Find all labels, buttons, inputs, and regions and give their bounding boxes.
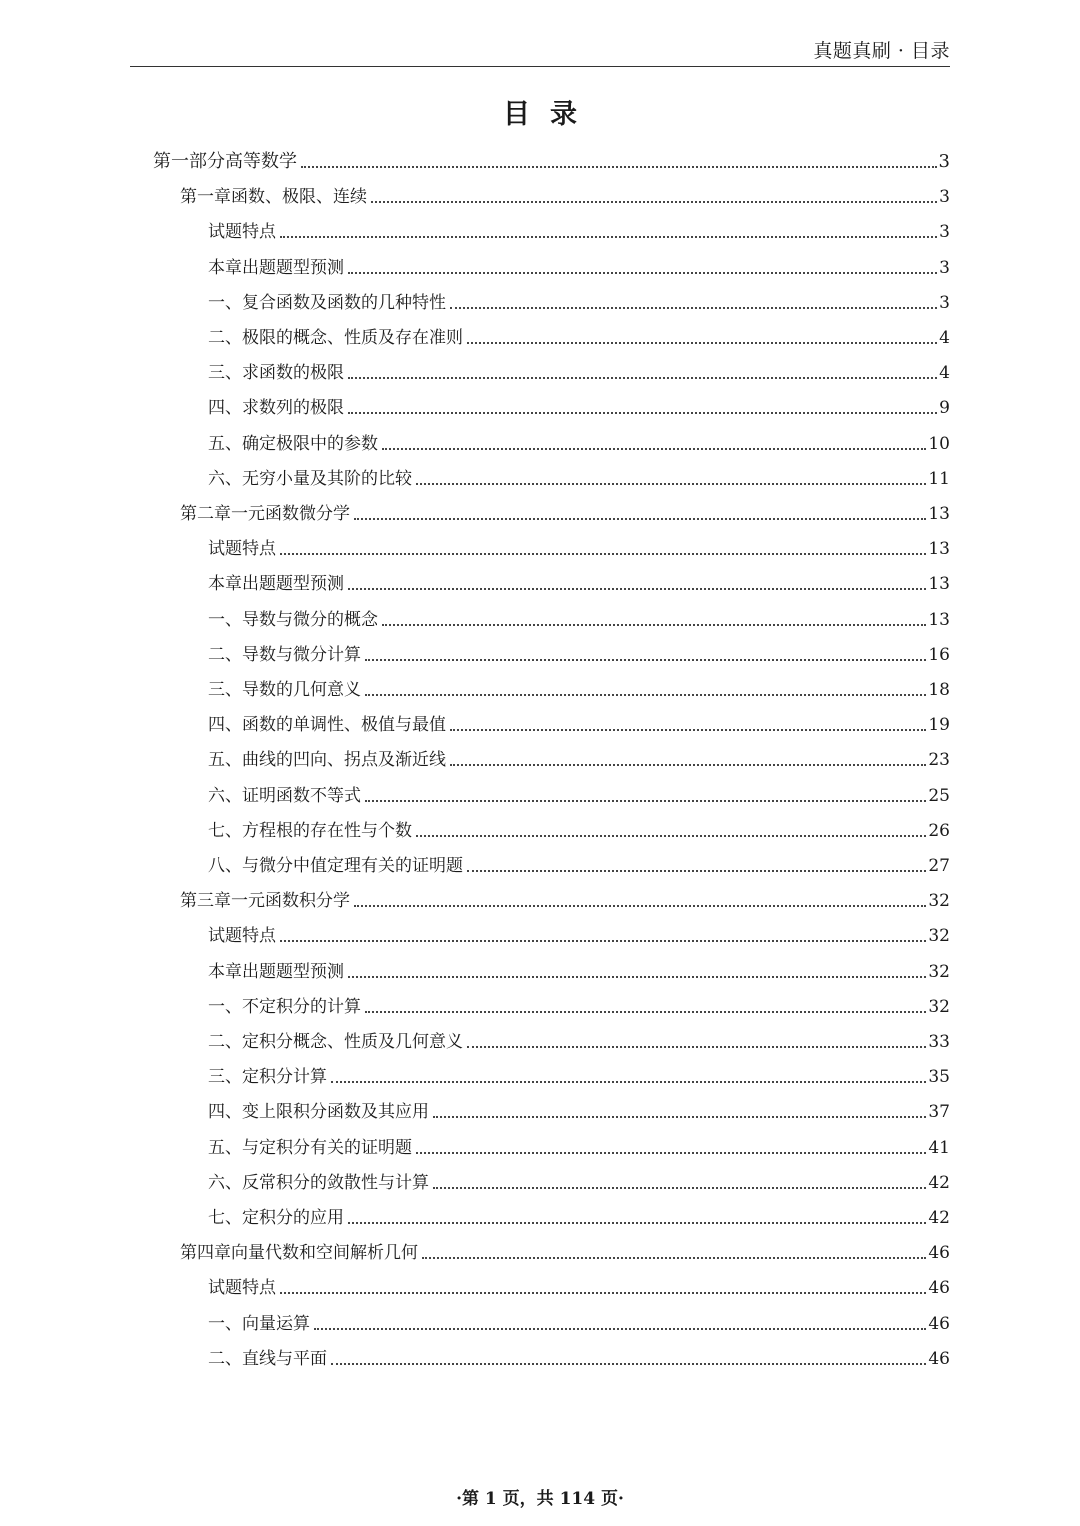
dot-leader xyxy=(280,1292,926,1294)
toc-entry-label: 一、不定积分的计算 xyxy=(208,996,361,1017)
toc-entry-page: 18 xyxy=(928,680,950,700)
toc-entry-page: 46 xyxy=(928,1278,950,1299)
toc-entry-page: 42 xyxy=(928,1172,950,1193)
toc-entry[interactable] xyxy=(208,1334,950,1369)
dot-leader xyxy=(348,272,937,274)
toc-entry-label: 第一章函数、极限、连续 xyxy=(180,187,367,208)
toc-entry-page: 46 xyxy=(928,1348,950,1369)
toc-entry-page: 32 xyxy=(928,961,950,982)
toc-entry-page: 42 xyxy=(928,1208,950,1228)
toc-entry-page: 33 xyxy=(928,1032,950,1052)
toc-entry[interactable] xyxy=(208,806,950,841)
dot-leader xyxy=(450,729,926,731)
toc-entry-label: 五、曲线的凹向、拐点及渐近线 xyxy=(208,750,446,771)
toc-entry-page: 23 xyxy=(928,750,950,771)
dot-leader xyxy=(331,1081,926,1083)
dot-leader xyxy=(467,870,926,872)
dot-leader xyxy=(280,940,926,942)
dot-leader xyxy=(450,307,937,309)
toc-entry-label: 一、向量运算 xyxy=(208,1313,310,1334)
toc-entry[interactable] xyxy=(208,1123,950,1158)
toc-entry-label: 四、函数的单调性、极值与最值 xyxy=(208,715,446,736)
toc-entry-label: 六、反常积分的敛散性与计算 xyxy=(208,1172,429,1193)
toc-entry-page: 25 xyxy=(928,785,950,806)
dot-leader xyxy=(348,1222,926,1224)
toc-entry-page: 35 xyxy=(928,1067,950,1088)
toc-entry-label: 七、方程根的存在性与个数 xyxy=(208,820,412,841)
toc-entry[interactable] xyxy=(180,489,950,524)
dot-leader xyxy=(280,553,926,555)
dot-leader xyxy=(348,377,937,379)
toc-entry-page: 27 xyxy=(928,856,950,876)
toc-entry-label: 四、求数列的极限 xyxy=(208,398,344,419)
dot-leader xyxy=(467,1046,926,1048)
toc-entry-label: 第四章向量代数和空间解析几何 xyxy=(180,1243,418,1264)
toc-entry[interactable] xyxy=(180,172,950,207)
dot-leader xyxy=(280,236,937,238)
toc-entry[interactable] xyxy=(208,735,950,770)
toc-entry[interactable] xyxy=(180,876,950,911)
toc-entry-page: 32 xyxy=(928,926,950,947)
toc-entry[interactable] xyxy=(208,313,950,348)
toc-entry[interactable] xyxy=(208,243,950,278)
toc-entry-label: 三、定积分计算 xyxy=(208,1067,327,1088)
toc-entry-label: 试题特点 xyxy=(208,926,276,947)
toc-entry-label: 一、导数与微分的概念 xyxy=(208,609,378,630)
dot-leader xyxy=(433,1116,926,1118)
toc-entry-page: 3 xyxy=(939,222,950,243)
dot-leader xyxy=(365,694,926,696)
toc-entry-label: 试题特点 xyxy=(208,539,276,560)
toc-entry[interactable] xyxy=(208,524,950,559)
toc-entry[interactable] xyxy=(208,665,950,700)
toc-entry[interactable] xyxy=(180,1228,950,1263)
toc-entry-label: 八、与微分中值定理有关的证明题 xyxy=(208,856,463,876)
toc-entry-label: 五、确定极限中的参数 xyxy=(208,433,378,454)
dot-leader xyxy=(422,1257,926,1259)
toc-entry-page: 4 xyxy=(939,328,950,348)
toc-entry[interactable] xyxy=(208,771,950,806)
toc-entry-label: 二、定积分概念、性质及几何意义 xyxy=(208,1032,463,1052)
toc-entry-label: 二、直线与平面 xyxy=(208,1348,327,1369)
toc-entry[interactable] xyxy=(208,383,950,418)
dot-leader xyxy=(314,1328,926,1330)
dot-leader xyxy=(354,905,926,907)
toc-entry-page: 41 xyxy=(928,1137,950,1158)
dot-leader xyxy=(365,800,926,802)
toc-entry-label: 第二章一元函数微分学 xyxy=(180,504,350,524)
dot-leader xyxy=(382,624,926,626)
toc-entry[interactable] xyxy=(153,137,950,172)
toc-entry[interactable] xyxy=(208,700,950,735)
toc-entry[interactable] xyxy=(208,207,950,242)
toc-entry[interactable] xyxy=(208,1052,950,1087)
toc-entry-page: 3 xyxy=(939,257,950,278)
toc-entry[interactable] xyxy=(208,1017,950,1052)
page-footer: ·第 1 页，共 114 页· xyxy=(456,1489,624,1509)
toc-entry-page: 26 xyxy=(928,820,950,841)
toc-entry-page: 13 xyxy=(928,609,950,630)
toc-entry-label: 试题特点 xyxy=(208,222,276,243)
toc-entry[interactable] xyxy=(208,947,950,982)
toc-entry-page: 13 xyxy=(928,504,950,524)
toc-entry-page: 19 xyxy=(928,715,950,736)
toc-entry-label: 三、求函数的极限 xyxy=(208,363,344,384)
toc-entry[interactable] xyxy=(208,278,950,313)
page-title: 目录 xyxy=(503,99,597,130)
toc-entry-page: 3 xyxy=(939,292,950,313)
toc-entry-label: 本章出题题型预测 xyxy=(208,574,344,595)
toc-entry[interactable] xyxy=(208,1193,950,1228)
dot-leader xyxy=(331,1363,926,1365)
toc-entry[interactable] xyxy=(208,1158,950,1193)
dot-leader xyxy=(301,166,937,168)
toc-entry-page: 10 xyxy=(928,433,950,454)
toc-entry-page: 46 xyxy=(928,1243,950,1264)
dot-leader xyxy=(365,1011,926,1013)
dot-leader xyxy=(450,764,926,766)
page-header xyxy=(130,30,950,67)
toc-entry[interactable] xyxy=(208,454,950,489)
toc-entry-label: 七、定积分的应用 xyxy=(208,1208,344,1228)
dot-leader xyxy=(433,1187,926,1189)
toc-entry-label: 二、极限的概念、性质及存在准则 xyxy=(208,328,463,348)
toc-entry-label: 四、变上限积分函数及其应用 xyxy=(208,1102,429,1123)
dot-leader xyxy=(416,1152,926,1154)
toc-entry-page: 16 xyxy=(928,644,950,665)
toc-entry-label: 二、导数与微分计算 xyxy=(208,644,361,665)
dot-leader xyxy=(416,835,926,837)
dot-leader xyxy=(416,483,926,485)
dot-leader xyxy=(354,518,926,520)
toc-entry-page: 11 xyxy=(928,468,950,489)
toc-entry[interactable] xyxy=(208,982,950,1017)
running-title: 真题真刷 · 目录 xyxy=(813,40,950,62)
dot-leader xyxy=(348,412,937,414)
toc-entry-page: 32 xyxy=(928,891,950,912)
dot-leader xyxy=(348,588,926,590)
dot-leader xyxy=(382,448,926,450)
toc-entry-label: 三、导数的几何意义 xyxy=(208,680,361,700)
toc-entry-label: 本章出题题型预测 xyxy=(208,257,344,278)
toc-entry-label: 第三章一元函数积分学 xyxy=(180,891,350,912)
toc-entry[interactable] xyxy=(208,1263,950,1298)
toc-entry-label: 五、与定积分有关的证明题 xyxy=(208,1137,412,1158)
toc-entry-page: 13 xyxy=(928,539,950,560)
toc-entry-page: 13 xyxy=(928,574,950,595)
toc-entry[interactable] xyxy=(208,559,950,594)
toc-entry-page: 37 xyxy=(928,1102,950,1123)
toc-entry[interactable] xyxy=(208,630,950,665)
toc-entry[interactable] xyxy=(208,1299,950,1334)
toc-entry-label: 试题特点 xyxy=(208,1278,276,1299)
toc-entry-page: 32 xyxy=(928,996,950,1017)
dot-leader xyxy=(365,659,926,661)
dot-leader xyxy=(371,201,937,203)
toc-entry-label: 六、无穷小量及其阶的比较 xyxy=(208,468,412,489)
toc-entry-page: 4 xyxy=(939,363,950,384)
toc-entry[interactable] xyxy=(208,348,950,383)
toc-entry-label: 六、证明函数不等式 xyxy=(208,785,361,806)
toc-entry-page: 3 xyxy=(938,151,950,172)
toc-entry[interactable] xyxy=(208,1087,950,1122)
toc-entry-label: 本章出题题型预测 xyxy=(208,961,344,982)
toc-entry-label: 一、复合函数及函数的几种特性 xyxy=(208,292,446,313)
dot-leader xyxy=(348,976,926,978)
toc-entry[interactable] xyxy=(208,841,950,876)
toc-entry-page: 3 xyxy=(939,187,950,208)
toc-entry[interactable] xyxy=(208,419,950,454)
toc-entry-page: 9 xyxy=(939,398,950,419)
toc-entry[interactable] xyxy=(208,911,950,946)
toc-entry[interactable] xyxy=(208,595,950,630)
toc-entry-label: 第一部分高等数学 xyxy=(153,151,297,172)
toc-entry-page: 46 xyxy=(928,1313,950,1334)
dot-leader xyxy=(467,342,937,344)
